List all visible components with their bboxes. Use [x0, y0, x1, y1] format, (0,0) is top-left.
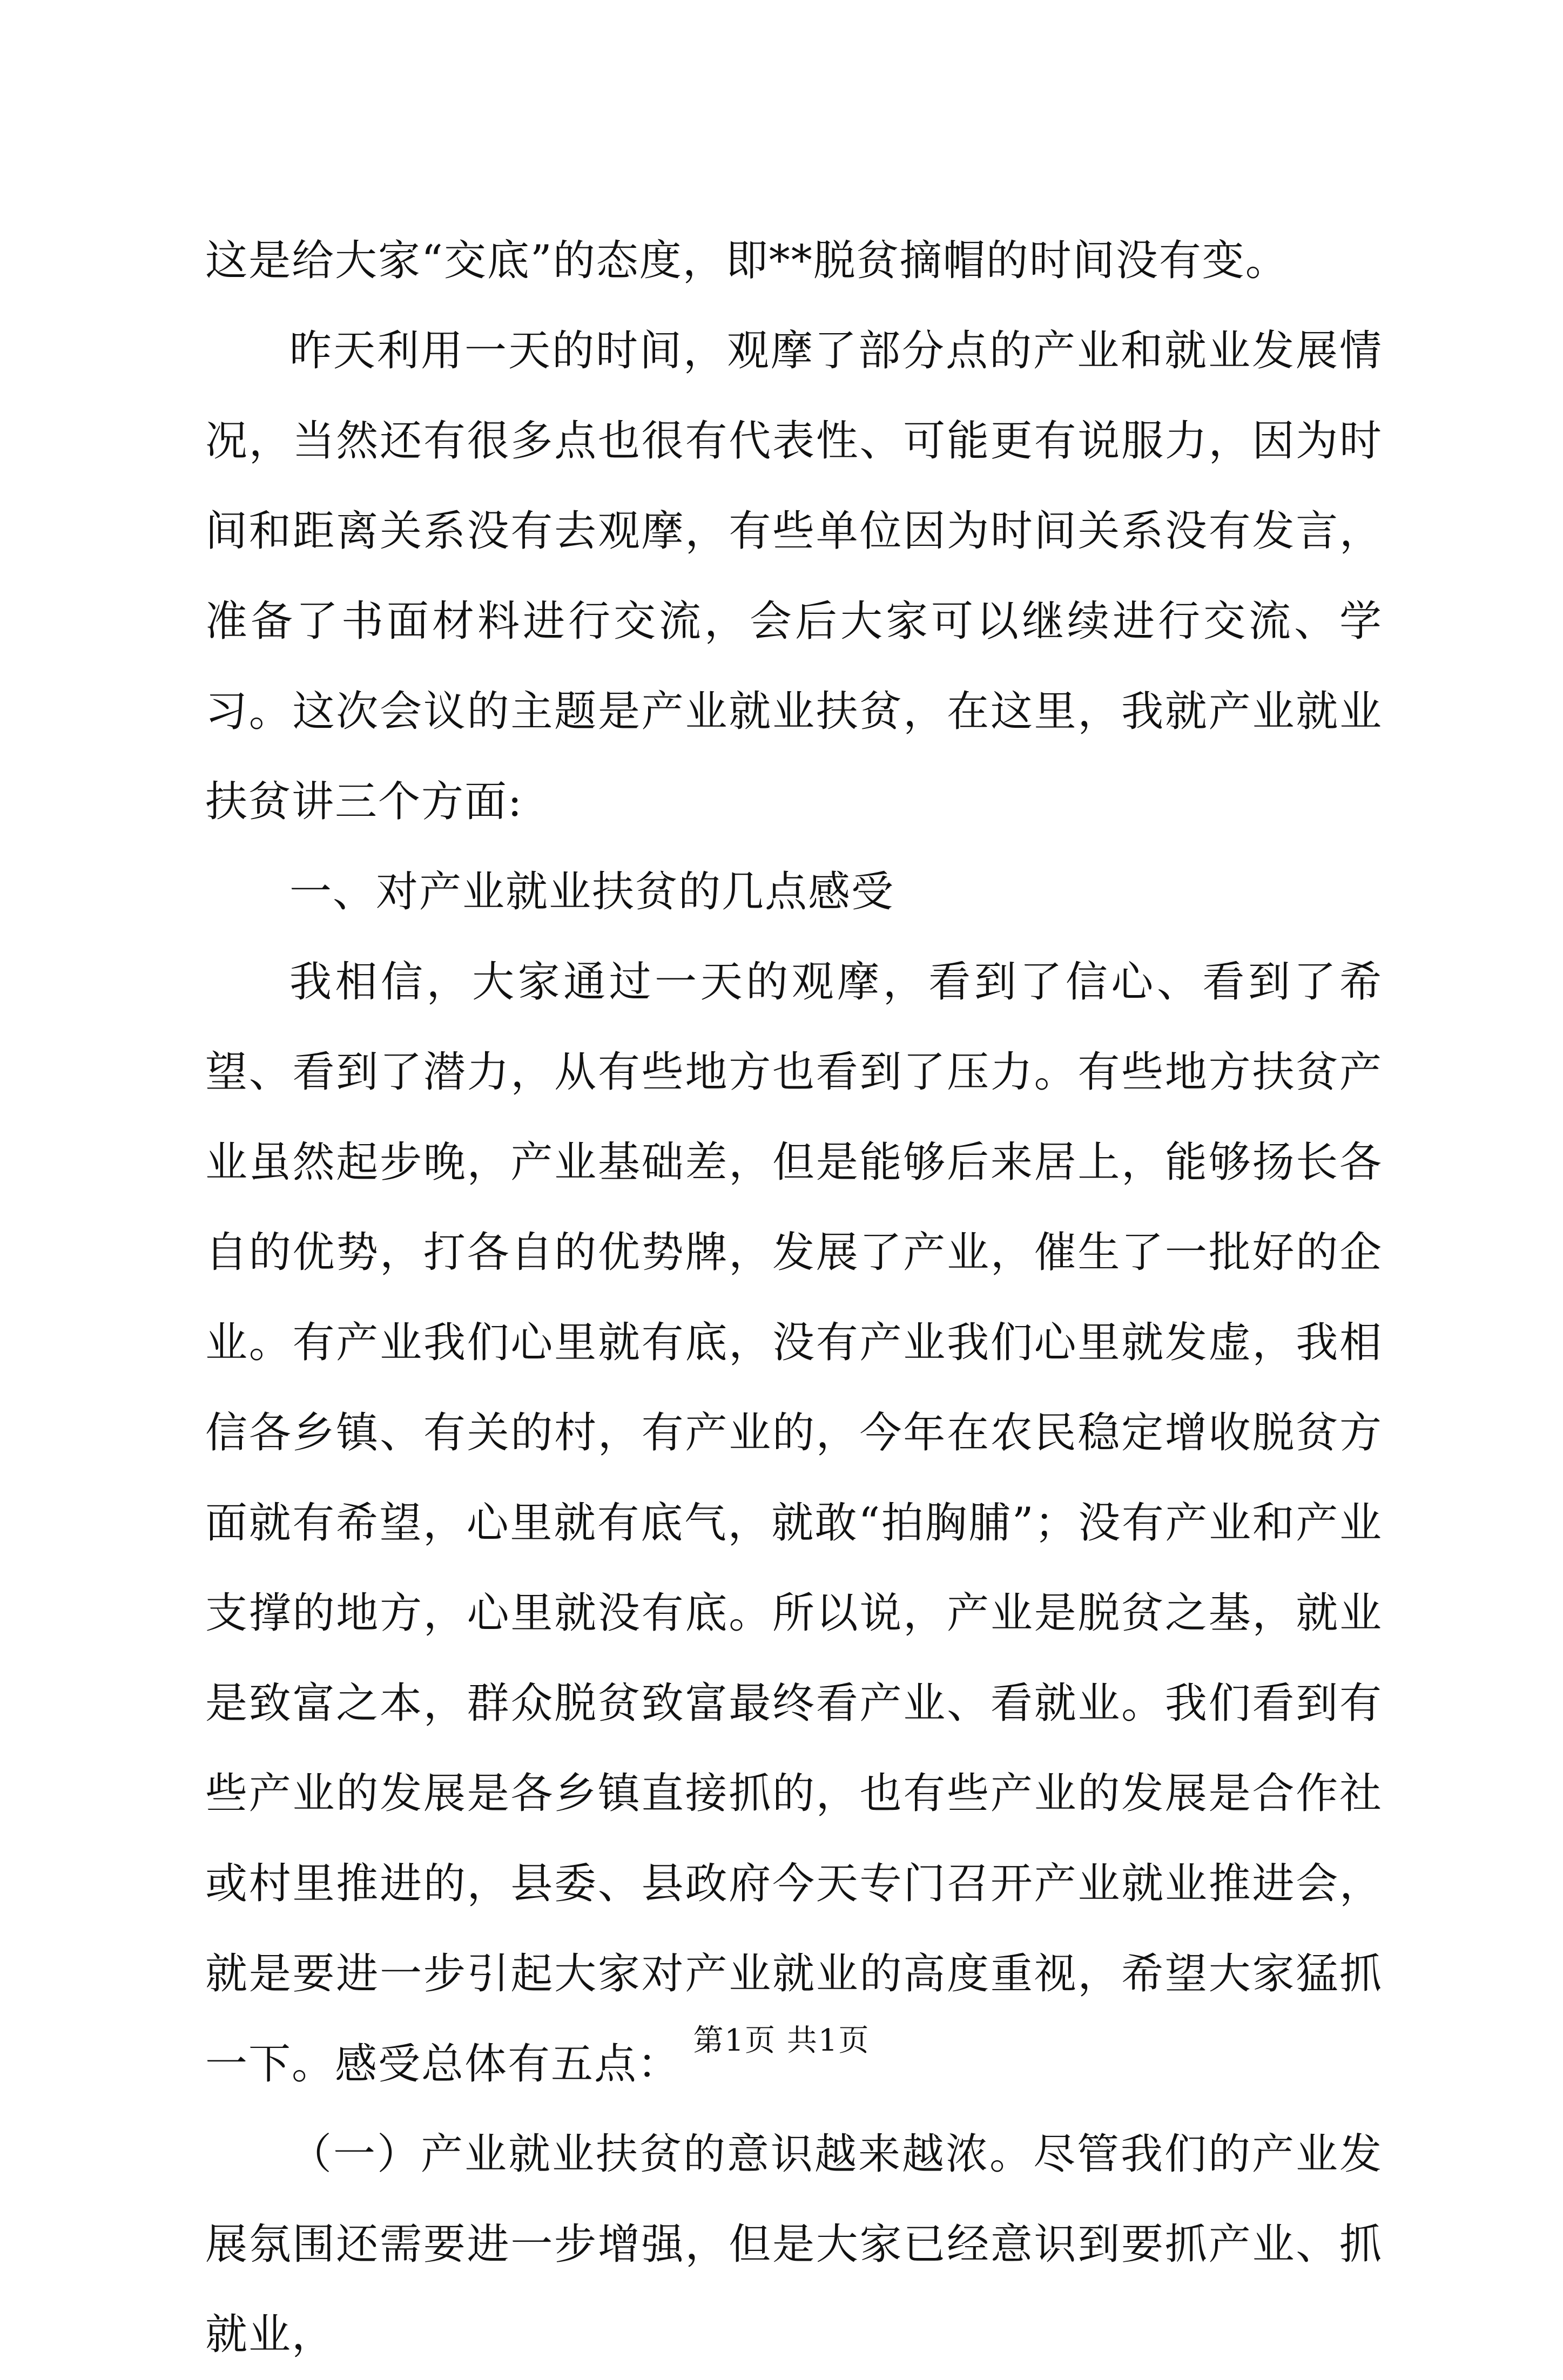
page-footer: 第1页 共1页 — [693, 2023, 870, 2058]
section-heading: 一、对产业就业扶贫的几点感受 — [289, 868, 895, 916]
paragraph-4: （一）产业就业扶贫的意识越来越浓。尽管我们的产业发展氛围还需要进一步增强，但是大家已经意识到要抓产业、抓就业， — [205, 2130, 1383, 2359]
paragraph-3: 我相信，大家通过一天的观摩，看到了信心、看到了希望、看到了潜力，从有些地方也看到了压力。有些地方扶贫产业虽然起步晚，产业基础差，但是能够后来居上，能够扬长各自的优势，打各自的优势牌，发展了产业，催生了一批好的企业。有产业我们心里就有底，没有产业我们心里就发虚，我相信各乡镇、有关的村，有产业的，今年在农民稳定增收脱贫方面就有希望，心里就有底气，就敢“拍胸脯”；没有产业和产业支撑的地方，心里就没有底。所以说，产业是脱贫之基，就业是致富之本，群众脱贫致富最终看产业、看就业。我们看到有些产业的发展是各乡镇直接抓的，也有些产业的发展是合作社或村里推进的，县委、县政府今天专门召开产业就业推进会，就是要进一步引起大家对产业就业的高度重视，希望大家猛抓一下。感受总体有五点： — [205, 958, 1383, 2088]
paragraph-1: 这是给大家“交底”的态度，即**脱贫摘帽的时间没有变。 — [205, 236, 1289, 285]
paragraph-2: 昨天利用一天的时间，观摩了部分点的产业和就业发展情况，当然还有很多点也很有代表性、可能更有说服力，因为时间和距离关系没有去观摩，有些单位因为时间关系没有发言，准备了书面材料进行交流，会后大家可以继续进行交流、学习。这次会议的主题是产业就业扶贫，在这里，我就产业就业扶贫讲三个方面: — [205, 327, 1383, 826]
